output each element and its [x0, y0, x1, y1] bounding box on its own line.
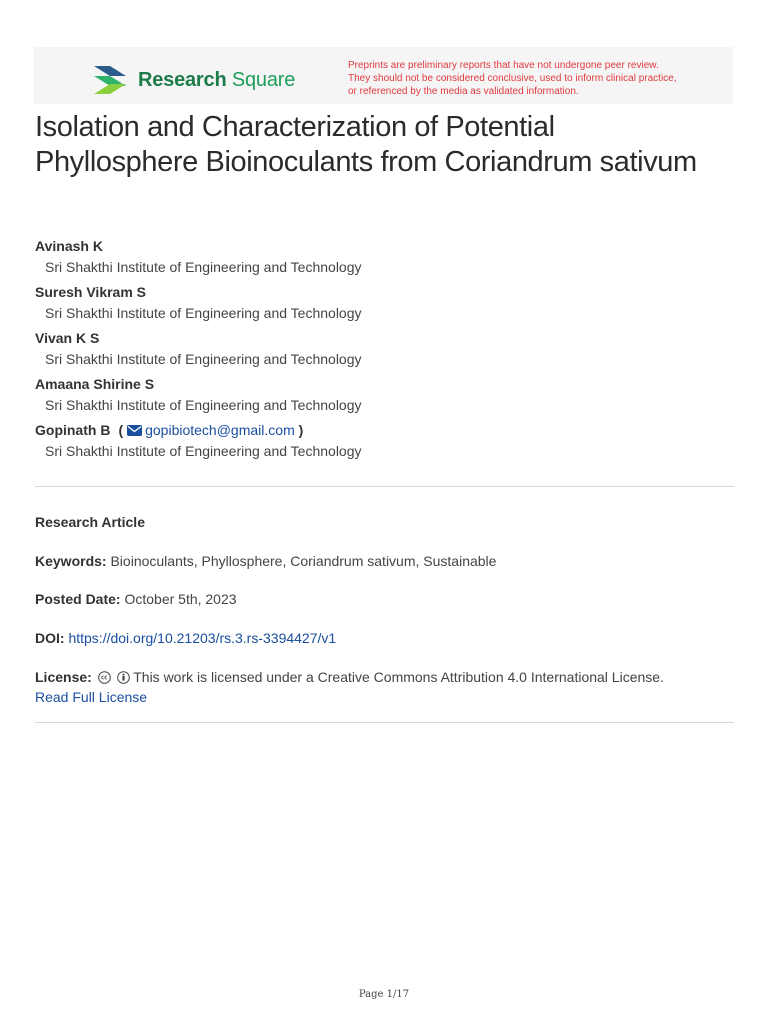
author-name: Vivan K S	[35, 330, 100, 346]
keywords-label: Keywords:	[35, 553, 107, 569]
author-entry	[35, 328, 725, 370]
research-square-logo-icon	[92, 64, 128, 96]
author-affiliation: Sri Shakthi Institute of Engineering and Technology	[45, 443, 362, 459]
doi-row	[35, 628, 735, 648]
keywords-value: Bioinoculants, Phyllosphere, Coriandrum sativum, Sustainable	[110, 553, 497, 569]
author-affiliation: Sri Shakthi Institute of Engineering and Technology	[45, 397, 362, 413]
author-affiliation: Sri Shakthi Institute of Engineering and Technology	[45, 305, 362, 321]
doi-label: DOI:	[35, 630, 65, 646]
license-row	[35, 667, 735, 707]
author-entry	[35, 236, 725, 278]
license-label: License:	[35, 669, 92, 685]
author-name: Avinash K	[35, 238, 103, 254]
author-name: Gopinath B	[35, 422, 111, 438]
by-icon	[117, 671, 130, 684]
preprint-disclaimer	[348, 59, 698, 98]
author-entry-corresponding	[35, 420, 725, 462]
cc-icon	[98, 671, 111, 684]
license-text: This work is licensed under a Creative Commons Attribution 4.0 International License.	[133, 669, 664, 685]
doi-link[interactable]: https://doi.org/10.21203/rs.3.rs-3394427/v1	[68, 630, 337, 646]
posted-date-value: October 5th, 2023	[124, 591, 237, 607]
article-title: Isolation and Characterization of Potential Phyllosphere Bioinoculants from Coriandrum sativum	[35, 111, 697, 178]
author-email-link[interactable]: gopibiotech@gmail.com	[145, 422, 295, 438]
article-type	[35, 512, 735, 532]
disclaimer-line: They should not be considered conclusive, used to inform clinical practice,	[348, 73, 677, 84]
brand-name: Research Square	[138, 68, 296, 91]
author-name-row	[35, 420, 725, 440]
article-type-label: Research Article	[35, 514, 145, 530]
author-entry	[35, 282, 725, 324]
email-group: ( gopibiotech@gmail.com )	[118, 422, 304, 438]
divider	[35, 486, 734, 487]
posted-date-row	[35, 589, 735, 609]
author-entry	[35, 374, 725, 416]
envelope-icon	[127, 425, 142, 436]
author-affiliation: Sri Shakthi Institute of Engineering and Technology	[45, 259, 362, 275]
read-full-license-link[interactable]: Read Full License	[35, 689, 148, 705]
page-number: Page 1/17	[358, 989, 410, 1000]
disclaimer-line: or referenced by the media as validated information.	[348, 86, 579, 97]
posted-date-label: Posted Date:	[35, 591, 121, 607]
disclaimer-line: Preprints are preliminary reports that have not undergone peer review.	[348, 60, 659, 71]
research-square-logo[interactable]	[92, 63, 295, 97]
author-affiliation: Sri Shakthi Institute of Engineering and Technology	[45, 351, 362, 367]
author-name: Amaana Shirine S	[35, 376, 155, 392]
author-list	[35, 236, 725, 466]
divider	[35, 722, 734, 723]
keywords-row	[35, 551, 735, 571]
author-name: Suresh Vikram S	[35, 284, 147, 300]
